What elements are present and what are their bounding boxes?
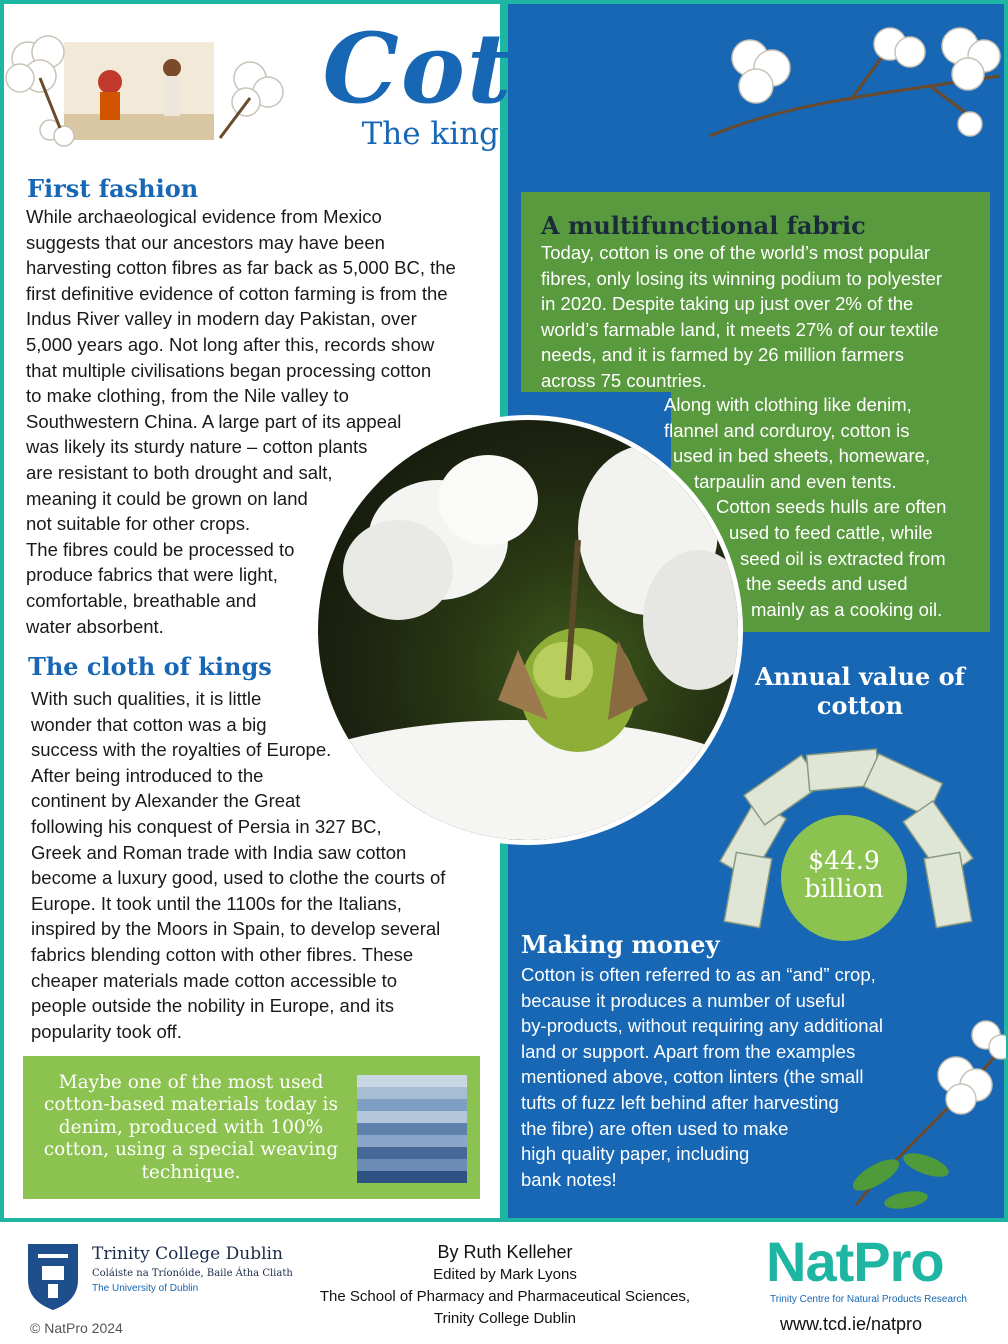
multifunctional-text-top: Today, cotton is one of the world’s most popular fibres, only losing its winning podium to polyester in 2020. Despite taking up just over 2% of the world’s farmable land, it meets 27% of our textile needs, and it is farmed by 26 million farmers across 75 countries. [541,242,943,391]
cloth-of-kings-text: With such qualities, it is little wonder that cotton was a big success with the royalties of Europe. After being introduced to the continent by Alexander the Great following his conquest of Persia in 327 BC, Greek and Roman trade with India saw cotton become a luxury good, used to clothe the courts of Europe. It took until the 1100s for the Italians, inspired by the Moors in Spain, to develop several fabrics blending cotton with other fibres. These cheaper materials made cotton accessible to people outside the nobility in Europe, and its popularity took off. [31,688,446,1042]
multifunctional-text-bottom: Along with clothing like denim, flannel and corduroy, cotton is used in bed sheets, homeware, tarpaulin and even tents. Cotton seeds hulls are often used to feed cattle, while seed oil is extracted from the seeds and used mainly as a cooking oil. [664,394,947,620]
cotton-illustration-top-left [0,18,300,148]
cloth-of-kings-heading: The cloth of kings [28,652,272,681]
poster-subtitle: The king of fibres [361,116,639,152]
tcd-university: The University of Dublin [92,1283,199,1294]
natpro-url[interactable]: www.tcd.ie/natpro [780,1314,923,1334]
copyright: © NatPro 2024 [30,1320,123,1336]
credits [290,1240,720,1330]
denim-stack-image [357,1075,467,1183]
tcd-irish-name: Coláiste na Tríonóide, Baile Átha Cliath [92,1268,293,1279]
making-money-text: Cotton is often referred to as an “and” crop, because it produces a number of useful by-products, without requiring any additional land or support. Apart from the examples mentioned above, cotton linters (the small tufts of fuzz left behind after harvesting the fibre) are often used to make high quality paper, including bank notes! [521,964,883,1190]
denim-text: Maybe one of the most used cotton-based materials today is denim, produced with 100% cotton, using a special weaving technique. [43,1072,339,1183]
multifunctional-heading: A multifunctional fabric [541,211,866,240]
annual-value-unit: billion [804,874,884,903]
cotton-boll-photo [313,415,743,845]
editor: Edited by Mark Lyons [433,1266,577,1283]
annual-value-amount: $44.9 [808,846,880,875]
cotton-boll-illustration [318,420,738,840]
college: Trinity College Dublin [433,1310,576,1327]
tcd-crest-icon [24,1240,82,1312]
tcd-name: Trinity College Dublin [92,1244,283,1264]
cotton-illustration-top-right [700,6,1008,156]
making-money-heading: Making money [521,930,720,959]
cotton-illustration-bottom-right [836,1015,1006,1215]
natpro-subtitle: Trinity Centre for Natural Products Research [770,1294,967,1305]
annual-value-badge [781,815,907,941]
natpro-logo: NatPro [766,1230,944,1293]
annual-value-label: Annual value of cotton [754,662,965,720]
school: The School of Pharmacy and Pharmaceutical Sciences, [319,1288,691,1305]
author: By Ruth Kelleher [437,1242,573,1262]
poster-title: Cotton [322,12,698,125]
first-fashion-text: While archaeological evidence from Mexico suggests that our ancestors may have been harvesting cotton fibres as far back as 5,000 BC, the first definitive evidence of cotton farming is from the Indus River valley in modern day Pakistan, over 5,000 years ago. Not long after this, records show that multiple civilisations began processing cotton to make clothing, from the Nile valley to Southwestern China. A large part of its appeal was likely its sturdy nature – cotton plants are resistant to both drought and salt, meaning it could be grown on land not suitable for other crops. The fibres could be processed to produce fabrics that were light, comfortable, breathable and water absorbent. [26,206,456,637]
first-fashion-heading: First fashion [27,174,199,203]
